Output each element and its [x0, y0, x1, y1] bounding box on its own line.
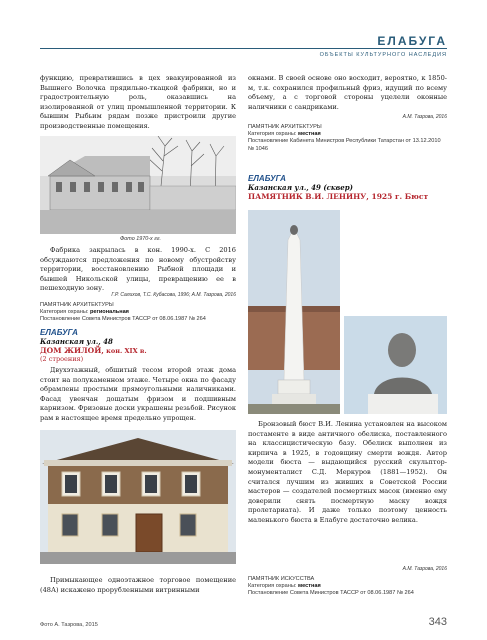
running-header-title: ЕЛАБУГА: [377, 34, 447, 48]
protection-document: Постановление Кабинета Министров Республики Татарстан от 13.12.2010 № 1046: [248, 138, 441, 152]
right-top-protection: [248, 124, 447, 153]
protection-category: Категория охраны: региональная: [40, 309, 129, 316]
entry-house-object: ДОМ ЖИЛОЙ, кон. XIX в.: [40, 346, 147, 355]
right-top-text: окнами. В своей основе оно восходит, вероятно, к 1850-м, т.к. сохранился профильный фриз, идущий по всему объему, а с торговой стороны уцелели оконные наличники с сандриками.: [248, 74, 447, 111]
entry-house-bottom-text: Примыкающее одноэтажное торговое помещение (48А) искажено прорубленными витринными: [40, 576, 236, 594]
left-mid-protection: [40, 302, 236, 324]
entry-monument-city: ЕЛАБУГА: [248, 174, 286, 183]
entry-house: [40, 328, 236, 363]
left-mid-author: Г.Р. Салихов, Т.С. Кубасова, 1996; А.М. Тазрова, 2016: [111, 292, 236, 298]
photo-obelisk: [248, 210, 340, 414]
entry-monument-protection: [248, 576, 447, 598]
photo-factory-1970s: [40, 136, 236, 234]
header-rule: [40, 48, 447, 49]
right-top-author: А.М. Тазрова, 2016: [402, 114, 447, 120]
left-mid-text: Фабрика закрылась в кон. 1990-х. С 2016 обсуждаются предложения по новому обустройству территории, восстановлению Рыбной площади и бывшей Никольской улицы, превращению ее в пешеходную зону.: [40, 246, 236, 293]
protection-category: Категория охраны: местная: [248, 583, 321, 590]
entry-house-note: (2 строения): [40, 355, 84, 363]
running-header-subtitle: ОБЪЕКТЫ КУЛЬТУРНОГО НАСЛЕДИЯ: [319, 52, 447, 58]
left-top-text: функцию, превратившись в цех эвакуированной из Вышнего Волочка прядильно-ткацкой фабрики, но и градостроительную роль, оказавшись на изолированной от улиц промышленной территории. К бывшим Рыбьим рядам позже пристроили другие производственные помещения.: [40, 74, 236, 130]
entry-house-address: Казанская ул., 48: [40, 337, 113, 346]
category-label: ПАМЯТНИК АРХИТЕКТУРЫ: [248, 124, 322, 130]
entry-monument-author: А.М. Тазрова, 2016: [402, 566, 447, 572]
photo-1-caption: Фото 1970-х гг.: [120, 236, 162, 242]
category-label: ПАМЯТНИК АРХИТЕКТУРЫ: [40, 302, 114, 308]
page-number: 343: [428, 616, 447, 628]
photo-bust: [344, 316, 447, 414]
category-label: ПАМЯТНИК ИСКУССТВА: [248, 576, 315, 582]
entry-monument-text: Бронзовый бюст В.И. Ленина установлен на высоком постаменте в виде античного обелиска, поставленного на классицистическую базу. Обелиск выполнен из кирпича в 1925, в годовщину смерти вождя. Автор модели бюста — выдающийся русский скульптор-монументалист С.Д. Меркуров (1881—1952). Он считался лучшим из живших в Советской России мастеров — создателей посмертных масок (именно ему доверили снять посмертную маску вождя пролетариата). И даже только поэтому ценность маленького бюста в Елабуге достаточно велика.: [248, 420, 447, 524]
entry-house-text: Двухэтажный, обшитый тесом второй этаж дома стоит на полукаменном этаже. Четыре окна по фасаду обрамлены простыми прямоугольными наличниками. Фасад увенчан дощатым фризом и подшивным карнизом. Фризовые доски украшены резьбой. Рисунок рам в настоящее время предельно упрощен.: [40, 366, 236, 422]
photo-credit: Фото А. Тазрова, 2015: [40, 622, 98, 628]
entry-monument: [248, 174, 447, 201]
photo-house: [40, 430, 236, 564]
entry-monument-address: Казанская ул., 49 (сквер): [248, 183, 353, 192]
protection-document: Постановление Совета Министров ТАССР от 08.06.1987 № 264: [40, 316, 206, 323]
protection-category: Категория охраны: местная: [248, 131, 321, 138]
entry-house-city: ЕЛАБУГА: [40, 328, 78, 337]
entry-monument-object: ПАМЯТНИК В.И. ЛЕНИНУ, 1925 г. Бюст: [248, 192, 429, 201]
protection-document: Постановление Совета Министров ТАССР от 08.06.1987 № 264: [248, 590, 414, 597]
